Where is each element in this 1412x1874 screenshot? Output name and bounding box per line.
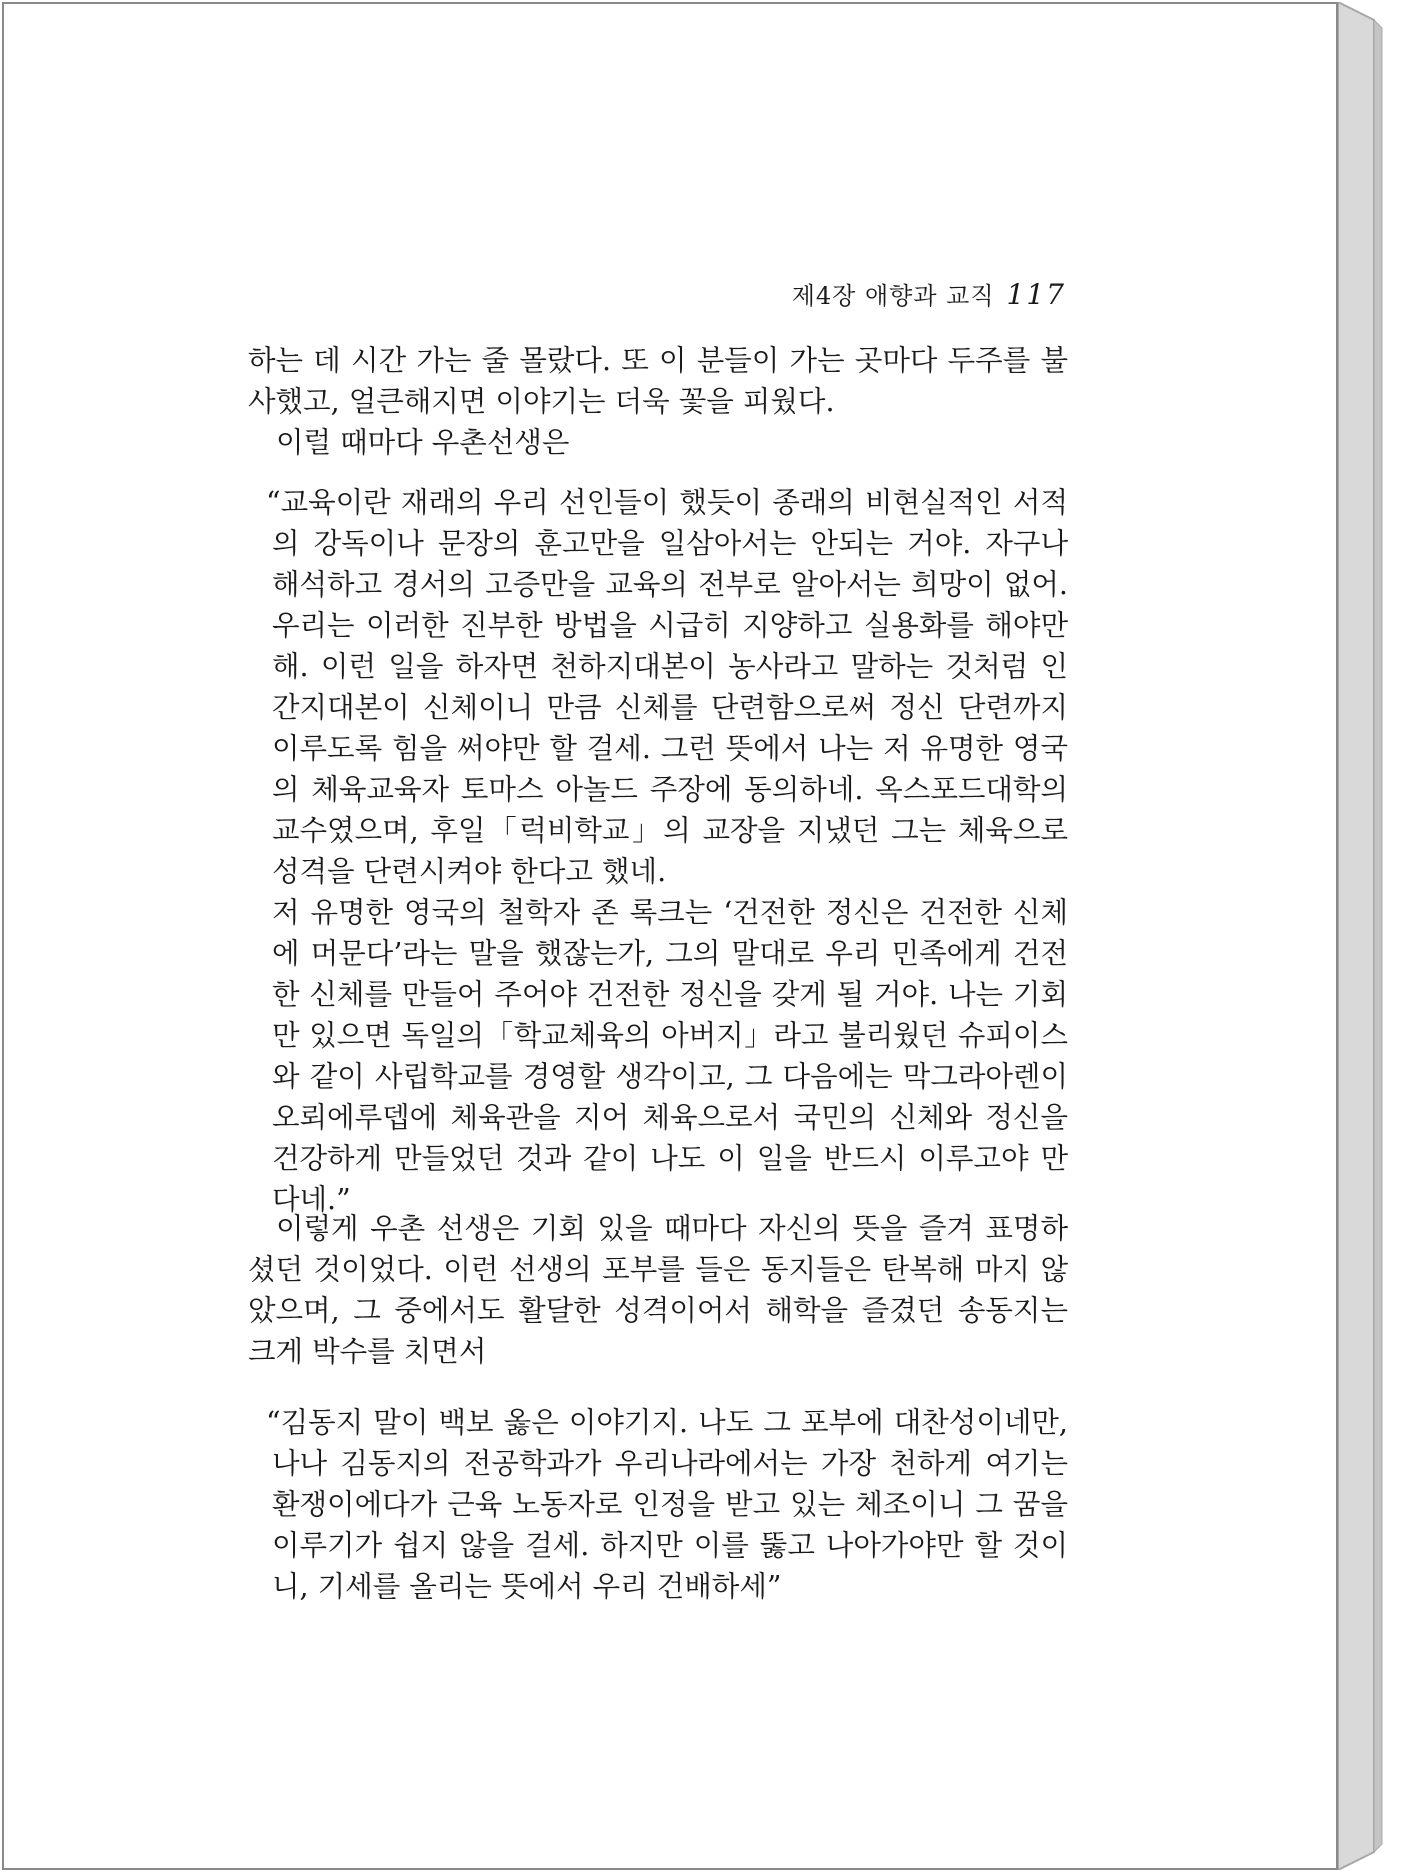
narration-text: 이렇게 우촌 선생은 기회 있을 때마다 자신의 뜻을 즐겨 표명하셨던 것이었다. 이런 선생의 포부를 들은 동지들은 탄복해 마지 않았으며, 그 중에서도 활달한 성격이어서 해학을 즐겼던 송동지는 크게 박수를 치면서 xyxy=(248,1212,1068,1368)
quote-block-1 xyxy=(266,482,1068,1220)
spine-shape xyxy=(1338,2,1410,1870)
quote2-text: “김동지 말이 백보 옳은 이야기지. 나도 그 포부에 대찬성이네만, 나나 김동지의 전공학과가 우리나라에서는 가장 천하게 여기는 환쟁이에다가 근육 노동자로 인정을 받고 있는 체조이니 그 꿈을 이루기가 쉽지 않을 걸세. 하지만 이를 뚫고 나아가야만 할 것이니, 기세를 올리는 뜻에서 우리 건배하세” xyxy=(266,1406,1068,1603)
quote-block-2 xyxy=(266,1402,1068,1607)
page-number: 117 xyxy=(1006,278,1066,311)
quote1-first-part: “교육이란 재래의 우리 선인들이 했듯이 종래의 비현실적인 서적의 강독이나 문장의 훈고만을 일삼아서는 안되는 거야. 자구나 해석하고 경서의 고증만을 교육의 전부로 알아서는 희망이 없어. 우리는 이러한 진부한 방법을 시급히 지양하고 실용화를 해야만 해. 이런 일을 하자면 천하지대본이 농사라고 말하는 것처럼 인간지대본이 신체이니 만큼 신체를 단련함으로써 정신 단련까지 이루도록 힘을 써야만 할 걸세. 그런 뜻에서 나는 저 유명한 영국의 체육교육자 토마스 아놀드 주장에 동의하네. 옥스포드대학의 교수였으며, 후일「럭비학교」의 교장을 지냈던 그는 체육으로 성격을 단련시켜야 한다고 했네. xyxy=(266,486,1068,888)
page-sheet xyxy=(2,2,1338,1870)
quote1-second-part: 저 유명한 영국의 철학자 존 록크는 ‘건전한 정신은 건전한 신체에 머문다’라는 말을 했잖는가, 그의 말대로 우리 민족에게 건전한 신체를 만들어 주어야 건전한 정신을 갖게 될 거야. 나는 기회만 있으면 독일의「학교체육의 아버지」라고 불리웠던 슈피이스와 같이 사립학교를 경영할 생각이고, 그 다음에는 막그라아렌이 오뢰에루뎁에 체육관을 지어 체육으로서 국민의 신체와 정신을 건강하게 만들었던 것과 같이 나도 이 일을 반드시 이루고야 만다네.” xyxy=(272,896,1068,1216)
opening-text: 하는 데 시간 가는 줄 몰랐다. 또 이 분들이 가는 곳마다 두주를 불사했고, 얼큰해지면 이야기는 더욱 꽃을 피웠다. xyxy=(248,344,1068,418)
chapter-title: 제4장 애향과 교직 xyxy=(791,282,995,310)
intro-text: 이럴 때마다 우촌선생은 xyxy=(276,426,570,459)
narration-paragraph xyxy=(248,1208,1068,1372)
opening-paragraph xyxy=(248,340,1068,422)
intro-paragraph xyxy=(248,422,1068,463)
book-spine-edge xyxy=(1338,2,1410,1870)
running-header xyxy=(792,276,1066,311)
